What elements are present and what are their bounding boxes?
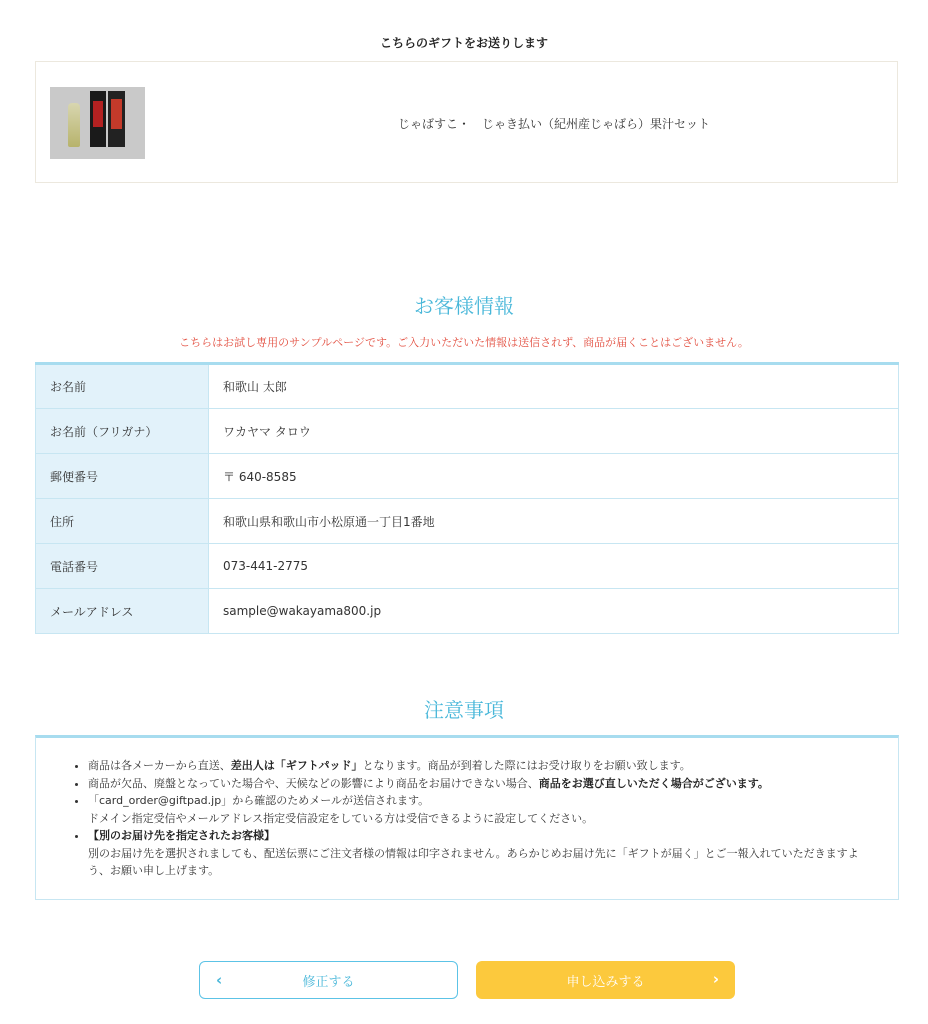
note-text: 商品が欠品、廃盤となっていた場合や、天候などの影響により商品をお届けできない場合、 <box>88 776 539 790</box>
info-row-label: 電話番号 <box>36 544 209 589</box>
note-text: となります。商品が到着した際にはお受け取りをお願い致します。 <box>362 759 691 772</box>
info-row-value: 〒 640-8585 <box>209 454 899 499</box>
info-row-value: 和歌山 太郎 <box>209 364 899 409</box>
info-row <box>36 454 899 499</box>
notes-title: 注意事項 <box>424 698 504 722</box>
note-item <box>88 757 898 775</box>
notes-box <box>35 735 899 900</box>
info-row-value: sample@wakayama800.jp <box>209 589 899 634</box>
gift-heading: こちらのギフトをお送りします <box>379 36 548 50</box>
info-row <box>36 544 899 589</box>
notes-list <box>36 738 898 880</box>
note-text: ドメイン指定受信やメールアドレス指定受信設定をしている方は受信できるように設定してください。 <box>88 811 594 825</box>
info-row <box>36 364 899 409</box>
info-row-label: 郵便番号 <box>36 454 209 499</box>
info-row-label: お名前 <box>36 364 209 409</box>
chevron-right-icon: › <box>712 970 719 988</box>
note-text: 商品は各メーカーから直送、 <box>88 759 231 772</box>
note-item <box>88 827 898 880</box>
note-text: 別のお届け先を選択されましても、配送伝票にご注文者様の情報は印字されません。あらかじめお届け先に「ギフトが届く」とご一報入れていただきますよう、お願い申し上げます。 <box>88 846 859 877</box>
info-row-value: 073-441-2775 <box>209 544 899 589</box>
submit-button-label: 申し込みする <box>566 974 645 990</box>
note-emphasis: 【別のお届け先を指定されたお客様】 <box>88 829 275 842</box>
info-row <box>36 589 899 634</box>
submit-button[interactable] <box>476 961 735 999</box>
info-row <box>36 409 899 454</box>
note-text: 「card_order@giftpad.jp」から確認のためメールが送信されます。 <box>88 794 430 807</box>
info-row-label: 住所 <box>36 499 209 544</box>
note-emphasis: 差出人は「ギフトパッド」 <box>230 759 363 772</box>
info-row-label: お名前（フリガナ） <box>36 409 209 454</box>
note-emphasis: 商品をお選び直しいただく場合がございます。 <box>538 776 769 790</box>
customer-info-table <box>35 362 899 634</box>
edit-button-label: 修正する <box>302 974 355 990</box>
chevron-left-icon: ‹ <box>216 971 223 989</box>
info-row-value: ワカヤマ タロウ <box>209 409 899 454</box>
gift-product-name: じゃばすこ・ じゃき払い（紀州産じゃばら）果汁セット <box>397 117 710 131</box>
gift-product-image <box>50 87 145 159</box>
info-row-value: 和歌山県和歌山市小松原通一丁目1番地 <box>209 499 899 544</box>
sample-notice: こちらはお試し専用のサンプルページです。ご入力いただいた情報は送信されず、商品が届くことはございません。 <box>179 336 749 349</box>
info-row <box>36 499 899 544</box>
gift-card <box>35 61 898 183</box>
edit-button[interactable] <box>199 961 458 999</box>
customer-info-title: お客様情報 <box>414 294 514 318</box>
note-item <box>88 775 898 793</box>
note-item <box>88 792 898 827</box>
info-row-label: メールアドレス <box>36 589 209 634</box>
